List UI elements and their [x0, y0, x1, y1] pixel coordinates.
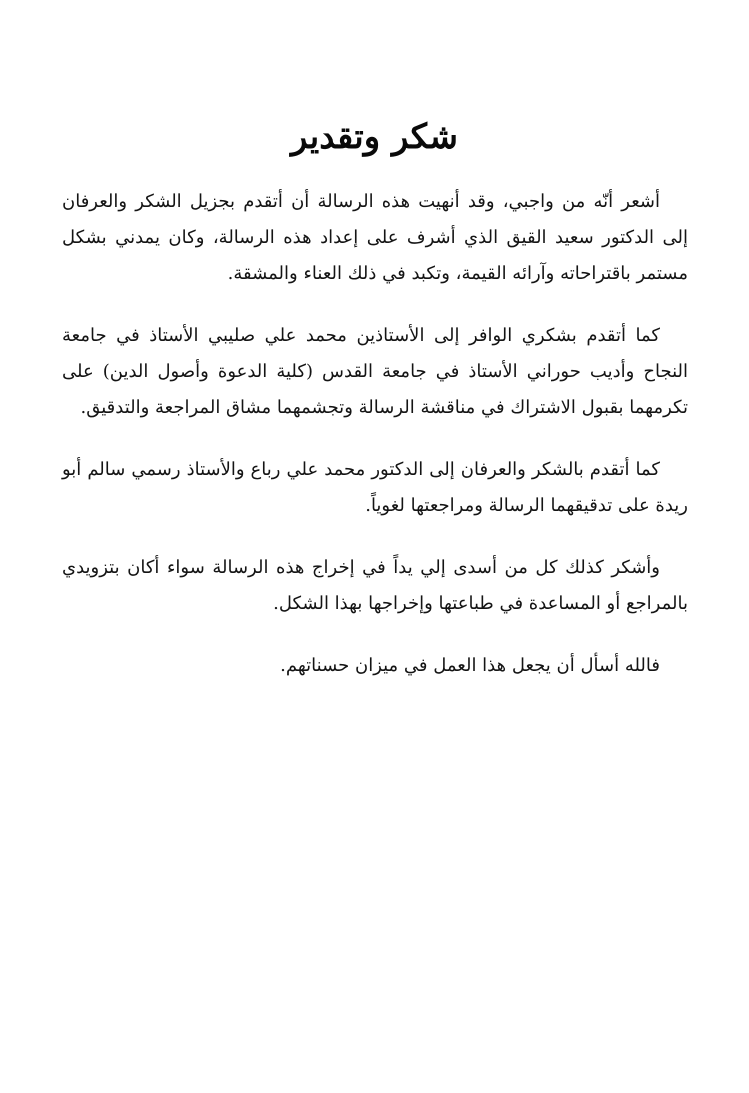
paragraph-closing-prayer: فالله أسأل أن يجعل هذا العمل في ميزان حسناتهم. [280, 655, 660, 676]
paragraph-proofreaders-thanks: كما أتقدم بالشكر والعرفان إلى الدكتور محمد علي رباع والأستاذ رسمي سالم أبو ريدة على تدقيقهما الرسالة ومراجعتها لغوياً. [62, 459, 688, 516]
paragraph-helpers-thanks: وأشكر كذلك كل من أسدى إلي يداً في إخراج هذه الرسالة سواء أكان بتزويدي بالمراجع أو المساعدة في طباعتها وإخراجها بهذا الشكل. [62, 557, 688, 614]
acknowledgement-body [62, 184, 688, 710]
page-title: شكر وتقدير [290, 117, 458, 157]
paragraph-examiners-thanks: كما أتقدم بشكري الوافر إلى الأستاذين محمد علي صليبي الأستاذ في جامعة النجاح وأديب حوراني الأستاذ في جامعة القدس (كلية الدعوة وأصول الدين) على تكرمهما بقبول الاشتراك في مناقشة الرسالة وتجشمهما مشاق المراجعة والتدقيق. [62, 325, 688, 418]
paragraph-supervisor-thanks: أشعر أنّه من واجبي، وقد أنهيت هذه الرسالة أن أتقدم بجزيل الشكر والعرفان إلى الدكتور سعيد القيق الذي أشرف على إعداد هذه الرسالة، وكان يمدني بشكل مستمر باقتراحاته وآرائه القيمة، وتكبد في ذلك العناء والمشقة. [62, 191, 688, 284]
